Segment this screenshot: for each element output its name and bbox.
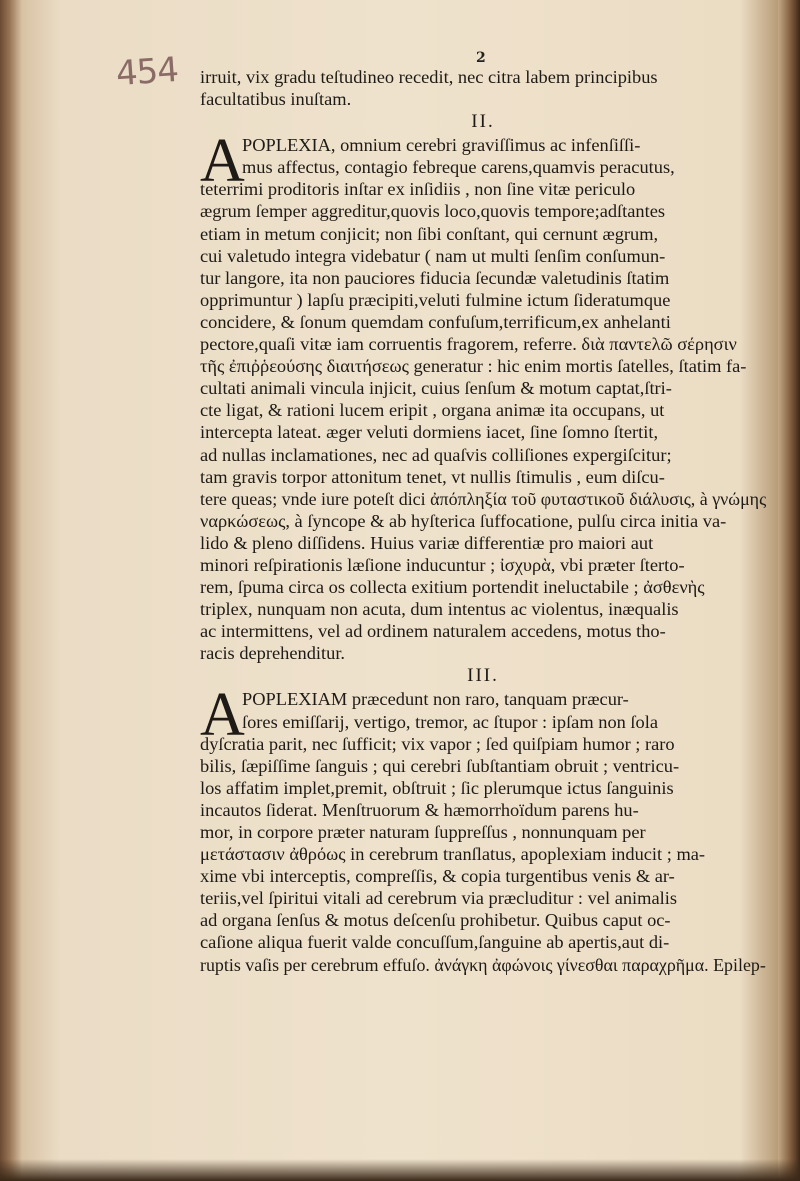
text-line: ac intermittens, vel ad ordinem naturalem accedens, motus tho- <box>200 621 666 642</box>
text-line: mor, in corpore præter naturam ſuppreſſus , nonnunquam per <box>200 822 646 842</box>
text-line: incautos ſiderat. Menſtruorum & hæmorrhoïdum parens hu- <box>200 799 639 820</box>
text-line: facultatibus inuſtam. <box>200 89 352 110</box>
section-numeral: II. <box>471 111 495 133</box>
text-line: ναρκώσεως, à ſyncope & ab hyſterica ſuffocatione, pulſu circa initia va- <box>200 510 727 531</box>
text-line: ægrum ſemper aggreditur,quovis loco,quovis tempore;adſtantes <box>200 201 666 222</box>
text-line: xime vbi interceptis, compreſſis, & copia turgentibus venis & ar- <box>200 866 675 887</box>
text-line: tam gravis torpor attonitum tenet, vt nullis ſtimulis , eum diſcu- <box>200 466 665 487</box>
text-line: triplex, nunquam non acuta, dum intentus ac violentus, inæqualis <box>200 599 679 620</box>
text-line: etiam in metum conjicit; non ſibi conſtant, qui cernunt ægrum, <box>200 223 659 244</box>
text-line: ſores emiſſarij, vertigo, tremor, ac ſtupor : ipſam non ſola <box>242 711 659 732</box>
page-bottom-edge <box>0 1159 800 1181</box>
text-line: POPLEXIAM præcedunt non raro, tanquam præcur- <box>242 689 629 710</box>
drop-capital: A <box>200 681 245 750</box>
text-line: teriis,vel ſpiritui vitali ad cerebrum via præcluditur : vel animalis <box>200 888 678 909</box>
text-line: POPLEXIA, omnium cerebri graviſſimus ac infenſiſſi- <box>242 135 641 156</box>
text-line: los affatim implet,premit, obſtruit ; ſic plerumque ictus ſanguinis <box>200 777 674 798</box>
drop-capital: A <box>200 127 245 196</box>
handwritten-folio-number: 454 <box>114 49 180 95</box>
text-line: cte ligat, & rationi lucem eripit , organa animæ ita occupans, ut <box>200 400 665 421</box>
text-line: bilis, ſæpiſſime ſanguis ; qui cerebri ſubſtantiam obruit ; ventricu- <box>200 755 680 776</box>
text-line: racis deprehenditur. <box>200 643 346 664</box>
text-line: dyſcratia parit, nec ſufficit; vix vapor ; ſed quiſpiam humor ; raro <box>200 733 675 754</box>
text-line: minori reſpirationis læſione inducuntur ; ἰσχυρὰ, vbi præter ſterto- <box>200 554 685 575</box>
text-line: opprimuntur ) lapſu præcipiti,veluti fulmine ictum ſideratumque <box>200 289 671 310</box>
text-block <box>200 66 766 976</box>
text-line: ad nullas inclamationes, nec ad quaſvis colliſiones expergiſcitur; <box>200 444 672 465</box>
text-line: concidere, & ſonum quemdam confuſum,terrificum,ex anhelanti <box>200 311 671 332</box>
section-numeral: III. <box>467 665 499 687</box>
section-ii <box>200 110 766 664</box>
text-line: mus affectus, contagio febreque carens,quamvis peracutus, <box>242 157 675 178</box>
text-line: cultati animali vincula injicit, cuius ſenſum & motum captat,ſtri- <box>200 378 672 399</box>
text-line: teterrimi proditoris inſtar ex inſidiis , non ſine vitæ periculo <box>200 179 636 200</box>
text-line: tur langore, ita non pauciores fiducia ſecundæ valetudinis ſtatim <box>200 267 670 288</box>
text-line: ad organa ſenſus & motus deſcenſu prohibetur. Quibus caput oc- <box>200 910 671 931</box>
text-line: tere queas; vnde iure poteſt dici ἀπόπληξία τοῦ φυταστικοῦ διάλυσις, à γνώμης <box>200 488 767 509</box>
book-gutter <box>778 0 800 1181</box>
text-line: cui valetudo integra videbatur ( nam ut multi ſenſim conſumun- <box>200 245 666 266</box>
text-line: pectore,quaſi vitæ iam corruentis fragorem, referre. διὰ παντελῶ σέρησιν <box>200 334 737 355</box>
text-line: intercepta lateat. æger veluti dormiens iacet, ſine ſomno ſtertit, <box>200 422 659 443</box>
text-line: μετάστασιν ἀθρόως in cerebrum tranſlatus, apoplexiam inducit ; ma- <box>200 844 706 865</box>
text-line: τῆς ἐπιῤῥεούσης διαιτήσεως generatur : hic enim mortis ſatelles, ſtatim fa- <box>200 356 747 377</box>
text-line: caſione aliqua fuerit valde concuſſum,ſanguine ab apertis,aut di- <box>200 932 670 953</box>
text-line: ruptis vaſis per cerebrum effuſo. ἀνάγκη ἀφώνοις γίνεσθαι παραχρῆμα. Epilep- <box>200 954 766 975</box>
text-line: rem, ſpuma circa os collecta exitium portendit ineluctabile ; ἀσθενὴς <box>200 577 705 598</box>
text-line: irruit, vix gradu teſtudineo recedit, nec citra labem principibus <box>200 67 658 87</box>
signature-mark: 2 <box>476 50 486 66</box>
section-iii <box>200 664 766 975</box>
text-line: lido & pleno diſſidens. Huius variæ differentiæ pro maiori aut <box>200 532 654 553</box>
